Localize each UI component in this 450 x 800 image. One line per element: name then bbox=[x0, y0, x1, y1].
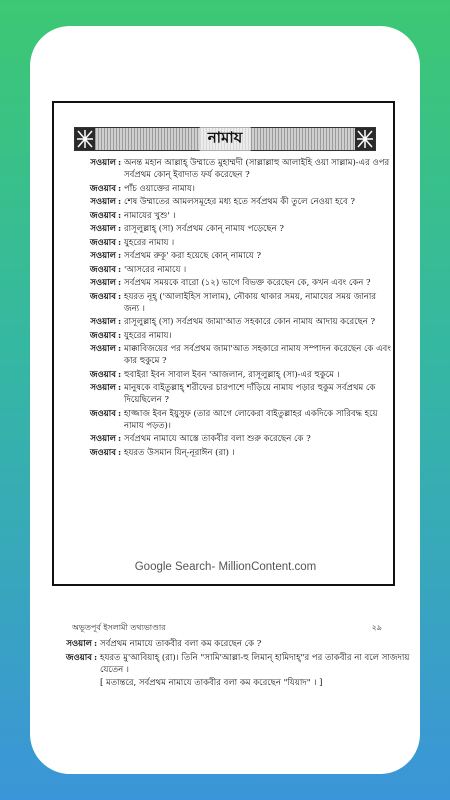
qa-text: হুবাইরা ইবন সাবাল ইবন 'আজলান, রাসূলুল্লাহ্ (সা)-এর হুকুমে । bbox=[124, 369, 340, 380]
qa-text: হযরত নূহ্ ('আলাইহিস সালাম), নৌকায় থাকার সময়, নামাযের সময় জানার জন্য । bbox=[124, 291, 376, 314]
phone-side-tab bbox=[30, 110, 42, 136]
qa-text: যুহরের নামায । bbox=[124, 237, 175, 248]
qa-text: রাসূলুল্লাহ্ (সা) সর্বপ্রথম জামা'আত সহকারে কোন নামায আদায় করেছেন ? bbox=[124, 317, 376, 327]
qa-row bbox=[58, 277, 392, 289]
qa-row bbox=[58, 343, 392, 367]
qa-colon: : bbox=[118, 183, 122, 194]
ornament-right-icon bbox=[355, 128, 375, 150]
watermark: Google Search- MillionContent.com bbox=[134, 561, 317, 573]
qa-text: যুহরের নামায। bbox=[124, 330, 172, 341]
qa-colon: : bbox=[118, 369, 122, 380]
qa-colon: : bbox=[118, 447, 122, 458]
next-page[interactable] bbox=[40, 600, 410, 710]
qa-label: জওয়াব bbox=[89, 183, 116, 194]
qa-text: মাক্কাবিজয়ের পর সর্বপ্রথম জামা'আত সহকারে নামায সম্পাদন করেছেন কে এবং কার হুকুমে ? bbox=[124, 344, 391, 366]
qa-text: নামাযের খুশু' । bbox=[124, 210, 176, 221]
qa-row bbox=[58, 157, 392, 181]
qa-text: হযরত উসমান যিন্-নূরাঈন (রা) । bbox=[124, 447, 235, 458]
qa-row bbox=[58, 196, 392, 208]
qa-label: জওয়াব bbox=[89, 447, 116, 458]
qa-colon: : bbox=[118, 383, 122, 393]
book-title: অভূতপূর্ব ইসলামী তথ্যভাণ্ডার bbox=[72, 623, 166, 632]
qa-row bbox=[58, 210, 392, 222]
qa-text: সর্বপ্রথম সময়কে বারো (১২) ভাগে বিভক্ত করেছেন কে, কখন এবং কেন ? bbox=[124, 278, 371, 288]
qa-text: সর্বপ্রথম নামাযে আস্তে তাকবীর বলা শুরু করেছেন কে ? bbox=[124, 434, 311, 444]
qa-text: সর্বপ্রথম রুকূ' করা হয়েছে কোন্ নামাযে ? bbox=[124, 251, 261, 261]
qa-colon: : bbox=[118, 278, 122, 288]
qa-row bbox=[40, 638, 410, 650]
qa-label: জওয়াব bbox=[89, 264, 116, 275]
qa-row bbox=[58, 433, 392, 445]
qa-colon: : bbox=[118, 210, 122, 221]
next-page-body bbox=[40, 638, 410, 689]
qa-label: জওয়াব bbox=[89, 408, 116, 419]
qa-colon: : bbox=[118, 158, 122, 168]
qa-label: সওয়াল bbox=[90, 224, 116, 234]
qa-colon: : bbox=[118, 317, 122, 327]
qa-list-2 bbox=[40, 638, 410, 676]
qa-label: সওয়াল bbox=[90, 344, 116, 354]
qa-row bbox=[58, 264, 392, 276]
qa-colon: : bbox=[118, 251, 122, 261]
qa-row bbox=[58, 316, 392, 328]
qa-label: সওয়াল bbox=[90, 434, 116, 444]
qa-label: সওয়াল bbox=[90, 251, 116, 261]
qa-colon: : bbox=[118, 264, 122, 275]
qa-text: হযরত মু'আবিয়াহ্ (রা)। তিনি "সামি'আল্লা-হু লিমান্ হামিদাহ্"র পর তাকবীর না বলে সাজদায় যেতেন । bbox=[100, 652, 410, 675]
qa-colon: : bbox=[118, 224, 122, 234]
qa-text: 'আসরের নামাযে । bbox=[124, 264, 187, 275]
qa-colon: : bbox=[118, 330, 122, 341]
qa-label: জওয়াব bbox=[89, 330, 116, 341]
qa-colon: : bbox=[94, 639, 98, 649]
qa-label: সওয়াল bbox=[90, 278, 116, 288]
ornament-left-icon bbox=[75, 128, 95, 150]
qa-row bbox=[58, 250, 392, 262]
qa-row bbox=[58, 408, 392, 432]
qa-label: সওয়াল bbox=[90, 383, 116, 393]
qa-text: হাজ্জাজ ইবন ইয়ুসুফ (তার আগে লোকেরা বাইতুল্লাহর একদিকে সারিবদ্ধ হয়ে নামায পড়ত)। bbox=[124, 408, 378, 431]
qa-row bbox=[58, 330, 392, 342]
qa-row bbox=[58, 369, 392, 381]
qa-text: অনন্ত মহান আল্লাহ্ উম্মাতে মুহাম্মদী (সাল্লাল্লাহু আলাইহি ওয়া সাল্লাম)-এর ওপর সর্বপ্রথম কোন্ ইবাদাত ফর্য করেছেন ? bbox=[124, 158, 390, 180]
next-page-header bbox=[72, 622, 382, 635]
footnote: [ মতান্তরে, সর্বপ্রথম নামাযে তাকবীর বলা কম করেছেন "যিয়াদ" । ] bbox=[100, 678, 323, 688]
qa-row bbox=[58, 291, 392, 315]
qa-label: সওয়াল bbox=[90, 158, 116, 168]
qa-row bbox=[58, 183, 392, 195]
page-number: ২৯ bbox=[371, 623, 382, 632]
qa-row bbox=[58, 223, 392, 235]
qa-row bbox=[58, 447, 392, 459]
qa-label: জওয়াব bbox=[89, 291, 116, 302]
qa-text: পাঁচ ওয়াক্তের নামায। bbox=[124, 183, 195, 194]
qa-colon: : bbox=[118, 408, 122, 419]
qa-text: মানুষকে বাইতুল্লাহ্ শরীফের চারপাশে দাঁড়িয়ে নামায পড়ার হুকুম সর্বপ্রথম কে দিয়েছিলেন ? bbox=[124, 383, 376, 405]
qa-text: শেষ উম্মাতের আমলসমূহের মধ্য হতে সর্বপ্রথম কী তুলে নেওয়া হবে ? bbox=[124, 197, 355, 207]
qa-label: জওয়াব bbox=[89, 369, 116, 380]
qa-label: জওয়াব bbox=[65, 652, 92, 663]
qa-label: জওয়াব bbox=[89, 210, 116, 221]
qa-row bbox=[58, 382, 392, 406]
qa-row bbox=[40, 652, 410, 676]
qa-colon: : bbox=[118, 344, 122, 354]
qa-text: রাসূলুল্লাহ্ (সা) সর্বপ্রথম কোন্ নামায পড়েছেন ? bbox=[124, 224, 284, 234]
qa-row bbox=[58, 237, 392, 249]
qa-colon: : bbox=[94, 652, 98, 663]
qa-label: সওয়াল bbox=[90, 197, 116, 207]
qa-text: সর্বপ্রথম নামাযে তাকবীর বলা কম করেছেন কে ? bbox=[100, 639, 262, 649]
qa-list bbox=[58, 157, 392, 460]
qa-label: সওয়াল bbox=[66, 639, 92, 649]
qa-colon: : bbox=[118, 291, 122, 302]
qa-colon: : bbox=[118, 197, 122, 207]
qa-label: সওয়াল bbox=[90, 317, 116, 327]
book-page[interactable] bbox=[52, 101, 395, 586]
qa-label: জওয়াব bbox=[89, 237, 116, 248]
qa-colon: : bbox=[118, 434, 122, 444]
qa-colon: : bbox=[118, 237, 122, 248]
chapter-header bbox=[74, 127, 376, 151]
chapter-title: নামায bbox=[200, 127, 251, 152]
